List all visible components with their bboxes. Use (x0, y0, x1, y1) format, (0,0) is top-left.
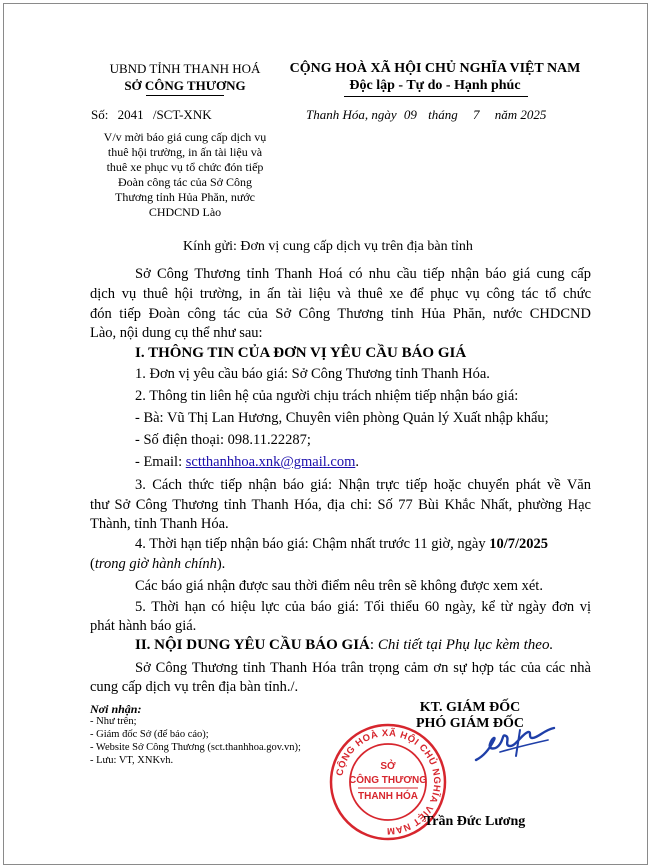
section2-detail: Chi tiết tại Phụ lục kèm theo. (377, 637, 554, 653)
date-day: 09 (403, 107, 417, 122)
section2-title: II. NỘI DUNG YÊU CẦU BÁO GIÁ (135, 637, 370, 653)
intro-line-1: Sở Công Thương tỉnh Thanh Hoá có nhu cầu tiếp nhận báo giá cung cấp (135, 266, 591, 282)
signature-title-2: PHÓ GIÁM ĐỐC (415, 716, 525, 731)
country-name: CỘNG HOÀ XÃ HỘI CHỦ NGHĨA VIỆT NAM (289, 61, 581, 76)
intro-line-2: dịch vụ thuê hội trường, in ấn tài liệu và thuê xe để phục vụ công tác tổ chức (90, 286, 591, 302)
svg-text:SỞ: SỞ (380, 761, 396, 772)
svg-text:CÔNG THƯƠNG: CÔNG THƯƠNG (349, 775, 427, 786)
agency-name: UBND TỈNH THANH HOÁ (109, 61, 261, 76)
section1-title: I. THÔNG TIN CỦA ĐƠN VỊ YÊU CẦU BÁO GIÁ (135, 345, 467, 361)
closing-line-1: Sở Công Thương tỉnh Thanh Hóa trân trọng cảm ơn sự hợp tác của các nhà (135, 660, 591, 676)
date-place: Thanh Hóa, ngày (306, 107, 397, 122)
item4-date: 10/7/2025 (489, 536, 549, 552)
document-number (91, 107, 212, 123)
motto-underline (344, 96, 528, 97)
item4-note: trong giờ hành chính (94, 556, 217, 572)
recipient-item-2: - Giám đốc Sở (để báo cáo); (90, 729, 209, 740)
section1-item4-line1 (135, 536, 548, 553)
email-link[interactable]: sctthanhhoa.xnk@gmail.com (185, 454, 356, 470)
svg-text:CỘNG HOÀ XÃ HỘI CHỦ NGHĨA VIỆT: CỘNG HOÀ XÃ HỘI CHỦ NGHĨA VIỆT NAM (334, 727, 443, 837)
number-label: Số: (91, 107, 109, 122)
date-year: năm 2025 (494, 107, 547, 122)
section1-item2: 2. Thông tin liên hệ của người chịu trách nhiệm tiếp nhận báo giá: (135, 388, 519, 404)
handwritten-signature (470, 722, 560, 767)
subject-line-3: thuê xe phục vụ tổ chức đón tiếp (106, 160, 264, 174)
section1-item5-line2: phát hành báo giá. (90, 618, 197, 634)
section1-item1: 1. Đơn vị yêu cầu báo giá: Sở Công Thương tỉnh Thanh Hóa. (135, 366, 490, 382)
subject-line-5: Thương tỉnh Hủa Phăn, nước (114, 190, 255, 204)
recipient-item-4: - Lưu: VT, XNKvh. (90, 755, 174, 766)
section2-title-line (135, 637, 553, 654)
signer-name: Trần Đức Lương (424, 814, 526, 829)
contact-phone: - Số điện thoại: 098.11.22287; (135, 432, 311, 448)
date-month: 7 (473, 107, 480, 122)
section1-item3-line1: 3. Cách thức tiếp nhận báo giá: Nhận trực tiếp hoặc chuyển phát về Văn (135, 477, 591, 493)
recipients-label: Nơi nhận: (90, 702, 142, 716)
number-value: 2041 (117, 107, 144, 122)
section1-item5-line1: 5. Thời hạn có hiệu lực của báo giá: Tối thiểu 60 ngày, kể từ ngày đơn vị (135, 599, 591, 615)
contact-name: - Bà: Vũ Thị Lan Hương, Chuyên viên phòng Quản lý Xuất nhập khẩu; (135, 410, 549, 426)
section1-item4-line2 (90, 556, 225, 573)
intro-line-4: Lào, nội dung cụ thể như sau: (90, 325, 263, 341)
date-line (306, 107, 546, 123)
email-label: - Email: (135, 454, 186, 470)
late-note: Các báo giá nhận được sau thời điểm nêu trên sẽ không được xem xét. (135, 578, 543, 594)
recipient-line: Kính gửi: Đơn vị cung cấp dịch vụ trên địa bàn tỉnh (183, 239, 473, 254)
national-motto: Độc lập - Tự do - Hạnh phúc (349, 78, 521, 93)
section2-colon: : (369, 637, 378, 653)
subject-line-2: thuê hội trường, in ấn tài liệu và (107, 145, 263, 159)
signature-title-1: KT. GIÁM ĐỐC (419, 700, 521, 715)
subject-line-4: Đoàn công tác của Sở Công (118, 175, 252, 189)
date-month-label: tháng (428, 107, 458, 122)
item4-text: 4. Thời hạn tiếp nhận báo giá: Chậm nhất trước 11 giờ, ngày (135, 536, 490, 552)
subject-line-1: V/v mời báo giá cung cấp dịch vụ (103, 130, 267, 144)
recipient-item-3: - Website Sở Công Thương (sct.thanhhoa.gov.vn); (90, 742, 301, 753)
item4-paren-open: ( (90, 556, 95, 572)
department-underline (146, 95, 224, 96)
section1-item3-line2: thư Sở Công Thương tỉnh Thanh Hóa, địa chỉ: Số 77 Bùi Khắc Nhất, phường Hạc (90, 497, 591, 513)
svg-text:THANH HÓA: THANH HÓA (358, 791, 418, 802)
subject-line-6: CHDCND Lào (148, 205, 222, 219)
department-name: SỞ CÔNG THƯƠNG (124, 78, 246, 93)
closing-line-2: cung cấp dịch vụ trên địa bàn tỉnh./. (90, 679, 299, 695)
email-end: . (355, 454, 359, 470)
section1-item3-line3: Thành, tỉnh Thanh Hóa. (90, 516, 229, 532)
intro-line-3: đón tiếp Đoàn công tác của Sở Công Thương tỉnh Hủa Phăn, nước CHDCND (90, 306, 591, 322)
item4-paren-close: ). (216, 556, 226, 572)
recipient-item-1: - Như trên; (90, 716, 137, 727)
contact-email-line (135, 454, 359, 471)
number-suffix: /SCT-XNK (152, 107, 212, 122)
